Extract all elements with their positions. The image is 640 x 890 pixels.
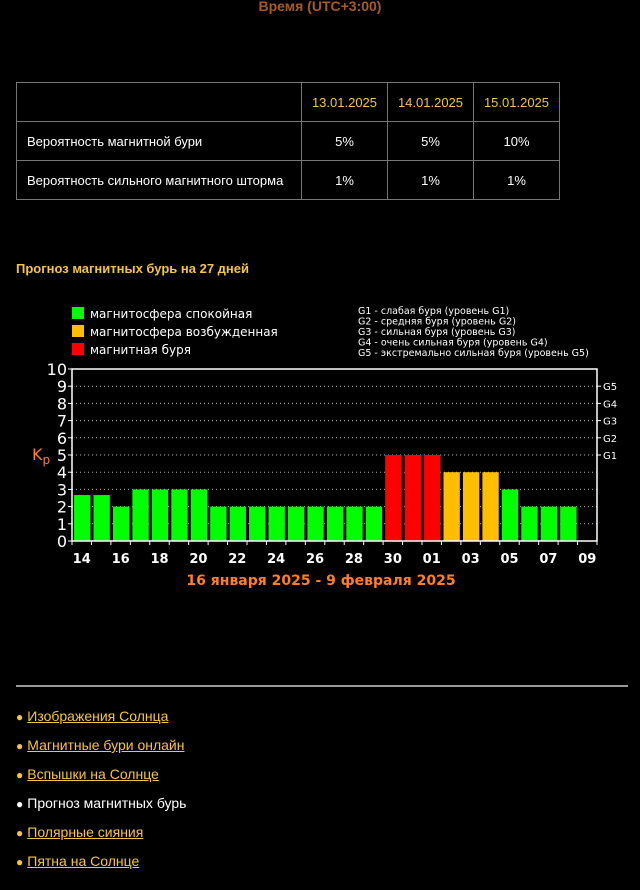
bar xyxy=(405,455,421,541)
bar xyxy=(385,455,401,541)
bar xyxy=(521,507,537,541)
bar xyxy=(444,472,460,541)
bar xyxy=(307,507,323,541)
link-aurora[interactable]: Полярные сияния xyxy=(27,824,144,840)
y-tick-label: 8 xyxy=(56,394,67,414)
bar xyxy=(541,507,557,541)
link-item xyxy=(16,793,186,822)
y-tick-label: 7 xyxy=(56,411,67,431)
storm-level-legend-entry: G4 - очень сильная буря (уровень G4) xyxy=(358,337,548,349)
table-cell: 1% xyxy=(302,161,388,200)
bar xyxy=(327,507,343,541)
divider xyxy=(16,685,628,687)
page-header-title: Время (UTC+3:00) xyxy=(258,0,382,14)
bullet-icon: ● xyxy=(16,710,24,724)
x-tick-label: 09 xyxy=(578,552,597,567)
row-label: Вероятность сильного магнитного шторма xyxy=(17,161,302,200)
y-tick-label: 0 xyxy=(56,532,67,551)
bullet-icon: ● xyxy=(16,768,24,782)
bar xyxy=(502,489,518,541)
table-cell: 1% xyxy=(474,161,560,200)
table-cell: 1% xyxy=(388,161,474,200)
x-tick-label: 20 xyxy=(189,552,208,567)
row-label: Вероятность магнитной бури xyxy=(17,122,302,161)
x-tick-label: 28 xyxy=(344,552,363,567)
bar xyxy=(132,489,148,541)
x-tick-label: 07 xyxy=(539,552,558,567)
bar xyxy=(191,489,207,541)
table-date-header: 13.01.2025 xyxy=(302,83,388,122)
bar xyxy=(560,507,576,541)
x-axis-label: 16 января 2025 - 9 февраля 2025 xyxy=(186,573,456,589)
bar xyxy=(346,507,362,541)
bar xyxy=(269,507,285,541)
table-header-row xyxy=(17,83,560,122)
x-tick-label: 16 xyxy=(111,552,130,567)
table-cell: 5% xyxy=(302,122,388,161)
x-tick-label: 14 xyxy=(72,552,91,567)
y-tick-label: 1 xyxy=(56,514,67,534)
bullet-icon: ● xyxy=(16,826,24,840)
storm-level-legend-entry: G2 - средняя буря (уровень G2) xyxy=(358,316,517,328)
link-solar-flares[interactable]: Вспышки на Солнце xyxy=(27,766,159,782)
x-tick-label: 22 xyxy=(228,552,247,567)
link-item xyxy=(16,764,186,793)
y-tick-label: 9 xyxy=(56,377,67,397)
bar xyxy=(482,472,498,541)
x-tick-label: 01 xyxy=(422,552,441,567)
bullet-icon: ● xyxy=(16,797,24,811)
table-row xyxy=(17,161,560,200)
y-tick-label: 6 xyxy=(56,428,67,448)
y-tick-label: 5 xyxy=(56,446,67,465)
y-tick-label: 4 xyxy=(56,463,67,483)
bar xyxy=(463,472,479,541)
bar xyxy=(424,455,440,541)
link-storms-online[interactable]: Магнитные бури онлайн xyxy=(27,737,185,753)
bar xyxy=(249,507,265,541)
bar xyxy=(94,495,110,541)
g-level-label: G1 xyxy=(603,451,618,462)
kp-forecast-chart xyxy=(0,296,640,596)
bar xyxy=(152,489,168,541)
x-tick-label: 30 xyxy=(383,552,402,567)
related-links xyxy=(16,706,186,880)
g-level-label: G2 xyxy=(603,433,618,445)
g-level-label: G3 xyxy=(603,416,618,428)
legend-label: магнитосфера возбужденная xyxy=(90,325,278,339)
forecast-title: Прогноз магнитных бурь на 27 дней xyxy=(16,261,249,276)
legend-label: магнитная буря xyxy=(90,343,191,357)
table-cell: 10% xyxy=(474,122,560,161)
link-item xyxy=(16,735,186,764)
link-item xyxy=(16,706,186,735)
link-sunspots[interactable]: Пятна на Солнце xyxy=(27,853,140,869)
probability-table xyxy=(16,82,560,200)
bar xyxy=(113,507,129,541)
bar xyxy=(210,507,226,541)
y-tick-label: 3 xyxy=(56,480,67,500)
table-date-header: 14.01.2025 xyxy=(388,83,474,122)
g-level-label: G4 xyxy=(603,399,618,411)
bar xyxy=(171,489,187,541)
x-tick-label: 26 xyxy=(306,552,325,567)
link-sun-images[interactable]: Изображения Солнца xyxy=(27,708,169,724)
x-tick-label: 05 xyxy=(500,552,519,567)
x-tick-label: 24 xyxy=(267,552,286,567)
link-item xyxy=(16,822,186,851)
bar xyxy=(230,507,246,541)
legend-swatch xyxy=(72,307,84,319)
table-corner-cell xyxy=(17,83,302,122)
table-date-header: 15.01.2025 xyxy=(474,83,560,122)
x-tick-label: 03 xyxy=(461,552,480,567)
storm-level-legend-entry: G1 - слабая буря (уровень G1) xyxy=(358,306,510,317)
y-tick-label: 2 xyxy=(56,497,67,517)
legend-swatch xyxy=(72,325,84,337)
legend-label: магнитосфера спокойная xyxy=(90,307,253,321)
y-axis-label: $K_p$ xyxy=(32,445,51,468)
table-cell: 5% xyxy=(388,122,474,161)
storm-level-legend-entry: G5 - экстремально сильная буря (уровень G5) xyxy=(358,348,589,359)
storm-level-legend-entry: G3 - сильная буря (уровень G3) xyxy=(358,327,516,338)
table-row xyxy=(17,122,560,161)
bullet-icon: ● xyxy=(16,739,24,753)
bar xyxy=(288,507,304,541)
link-item xyxy=(16,851,186,880)
legend-swatch xyxy=(72,343,84,355)
bullet-icon: ● xyxy=(16,855,24,869)
bar xyxy=(366,507,382,541)
bar xyxy=(74,495,90,541)
g-level-label: G5 xyxy=(603,382,618,394)
current-page-label: Прогноз магнитных бурь xyxy=(27,795,187,811)
y-tick-label: 10 xyxy=(46,360,67,379)
x-tick-label: 18 xyxy=(150,552,169,567)
